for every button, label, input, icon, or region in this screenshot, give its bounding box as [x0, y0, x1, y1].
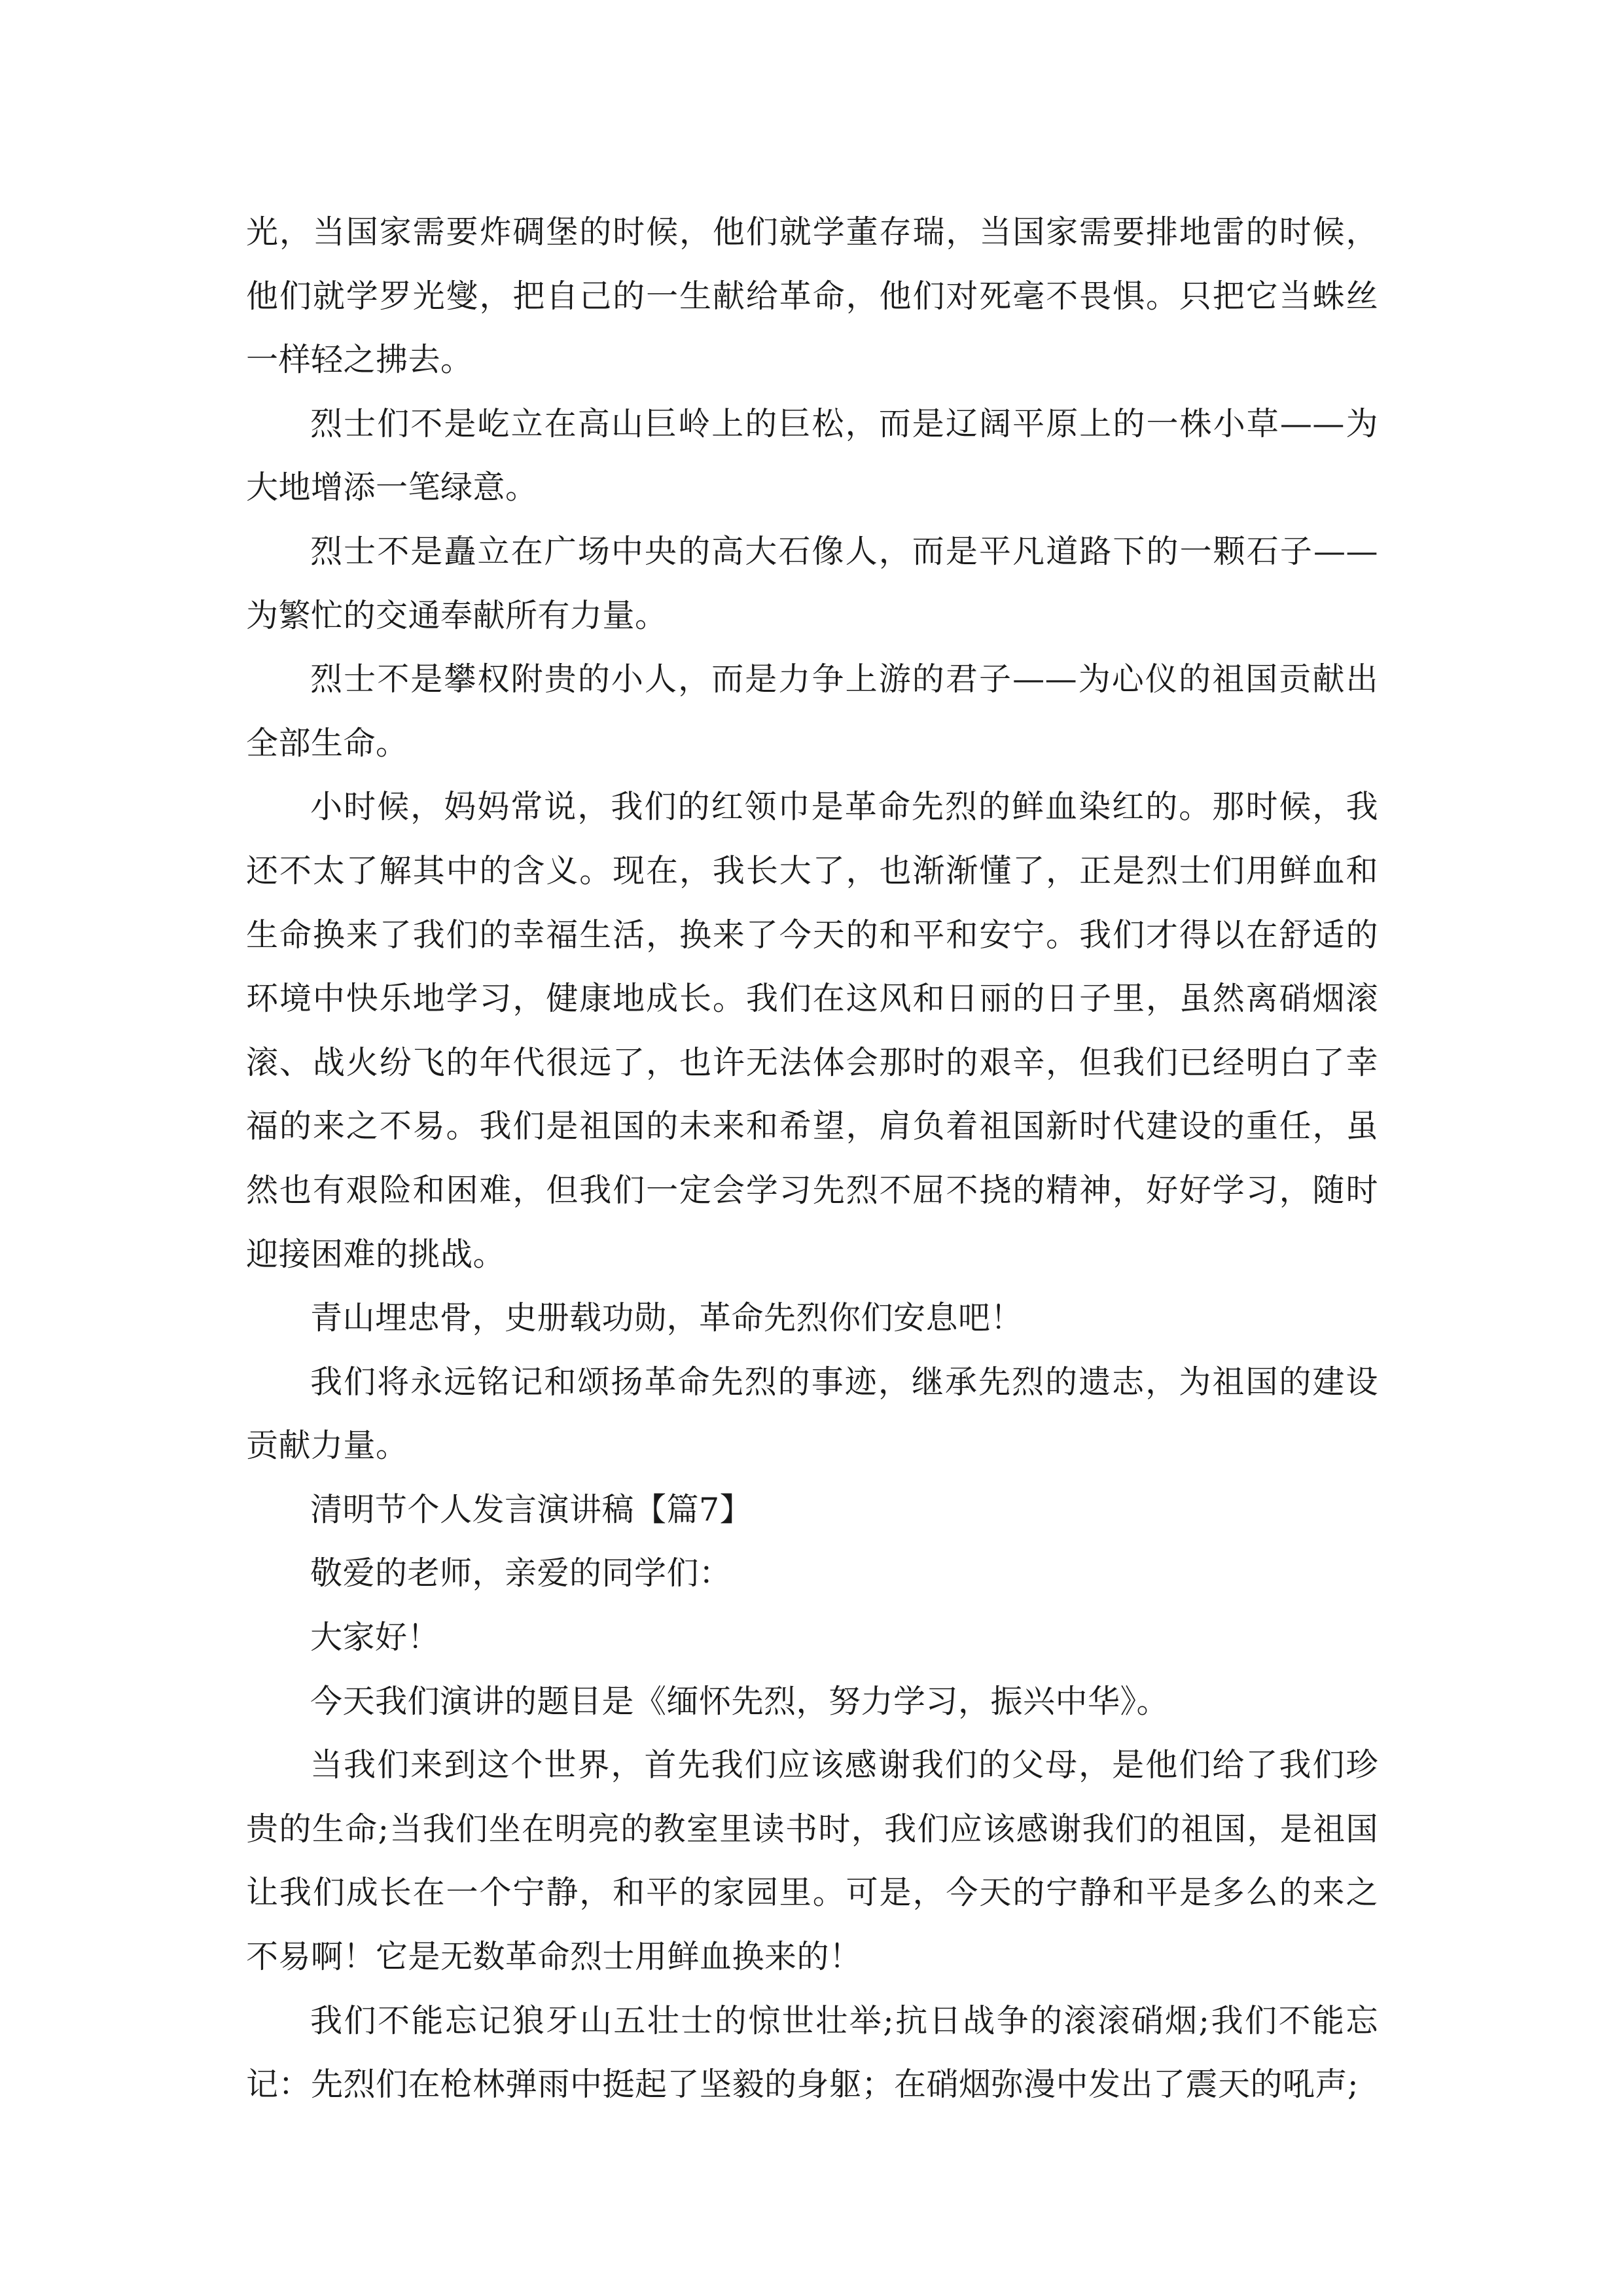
paragraph: 今天我们演讲的题目是《缅怀先烈，努力学习，振兴中华》。: [310, 1682, 1169, 1720]
paragraph: 我们不能忘记狼牙山五壮士的惊世壮举;抗日战争的滚滚硝烟;我们不能忘记：先烈们在枪林弹雨中挺起了坚毅的身躯；在硝烟弥漫中发出了震天的吼声;: [246, 2001, 1378, 2104]
paragraph: 烈士们不是屹立在高山巨岭上的巨松，而是辽阔平原上的一株小草——为大地增添一笔绿意。: [246, 404, 1378, 507]
document-body: [246, 200, 1378, 2117]
paragraph: 光，当国家需要炸碉堡的时候，他们就学董存瑞，当国家需要排地雷的时候，他们就学罗光燮，把自己的一生献给革命，他们对死毫不畏惧。只把它当蛛丝一样轻之拂去。: [246, 213, 1378, 379]
paragraph: 当我们来到这个世界，首先我们应该感谢我们的父母，是他们给了我们珍贵的生命;当我们坐在明亮的教室里读书时，我们应该感谢我们的祖国，是祖国让我们成长在一个宁静，和平的家园里。可是，今天的宁静和平是多么的来之不易啊！它是无数革命烈士用鲜血换来的！: [246, 1746, 1378, 1976]
paragraph: 小时候，妈妈常说，我们的红领巾是革命先烈的鲜血染红的。那时候，我还不太了解其中的含义。现在，我长大了，也渐渐懂了，正是烈士们用鲜血和生命换来了我们的幸福生活，换来了今天的和平和安宁。我们才得以在舒适的环境中快乐地学习，健康地成长。我们在这风和日丽的日子里，虽然离硝烟滚滚、战火纷飞的年代很远了，也许无法体会那时的艰辛，但我们已经明白了幸福的来之不易。我们是祖国的未来和希望，肩负着祖国新时代建设的重任，虽然也有艰险和困难，但我们一定会学习先烈不屈不挠的精神，好好学习，随时迎接困难的挑战。: [246, 788, 1378, 1273]
greeting: 大家好！: [310, 1619, 440, 1657]
paragraph: 青山埋忠骨，史册载功勋，革命先烈你们安息吧！: [310, 1299, 1024, 1337]
paragraph: 烈士不是攀权附贵的小人，而是力争上游的君子——为心仪的祖国贡献出全部生命。: [246, 660, 1378, 762]
paragraph: 我们将永远铭记和颂扬革命先烈的事迹，继承先烈的遗志，为祖国的建设贡献力量。: [246, 1363, 1378, 1465]
section-heading: 清明节个人发言演讲稿【篇7】: [310, 1490, 753, 1528]
salutation: 敬爱的老师，亲爱的同学们：: [310, 1554, 732, 1592]
paragraph: 烈士不是矗立在广场中央的高大石像人，而是平凡道路下的一颗石子——为繁忙的交通奉献所有力量。: [246, 532, 1378, 634]
